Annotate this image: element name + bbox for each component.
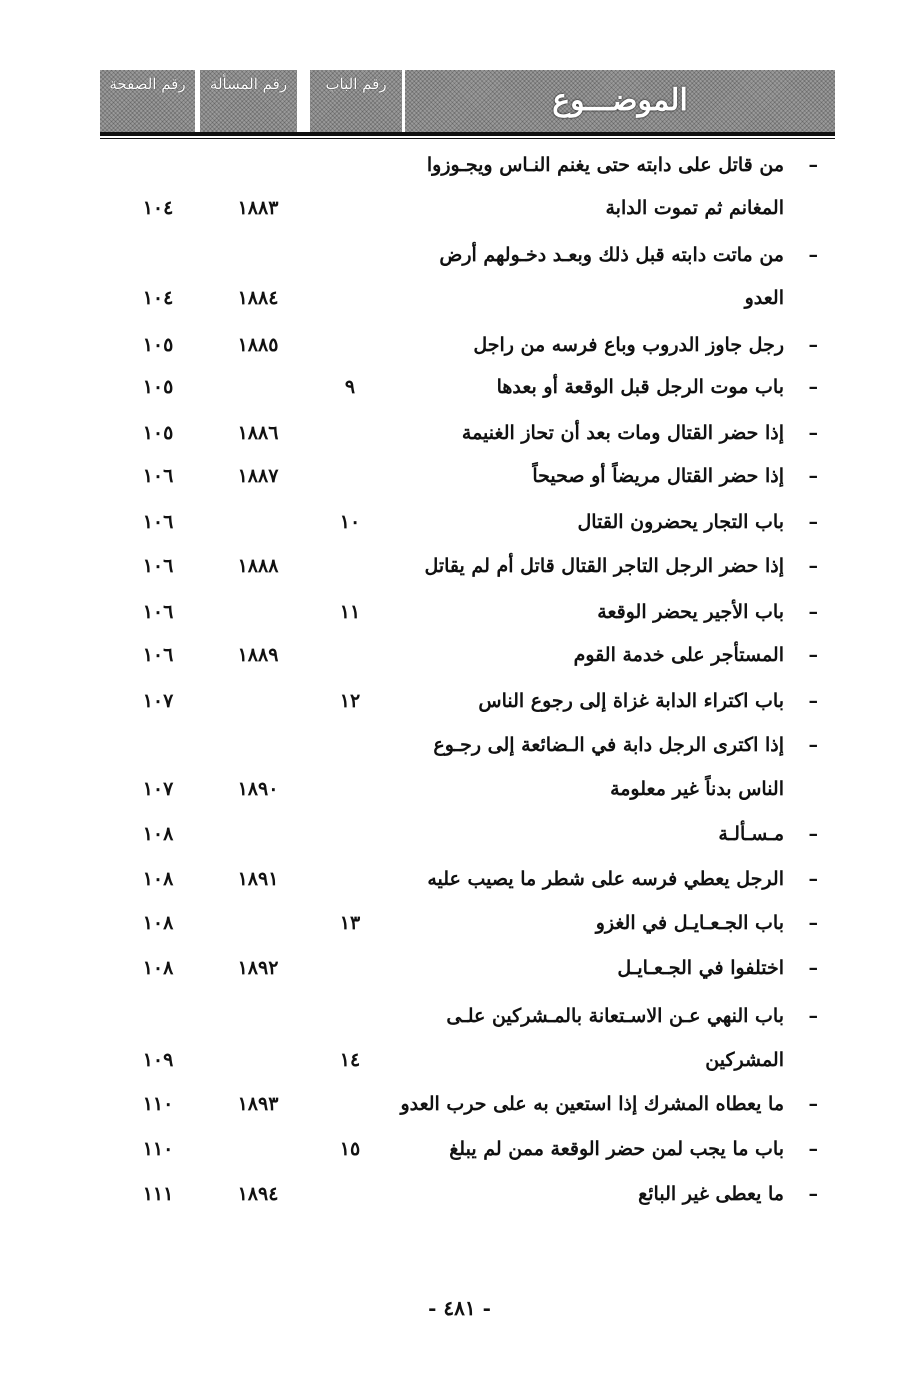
header-topic: الموضـــوع bbox=[405, 70, 835, 132]
entry-dash: – bbox=[808, 957, 818, 979]
entry-dash: – bbox=[808, 511, 818, 533]
page-reference: ١٠٦ bbox=[142, 465, 174, 487]
page-reference: ١٠٥ bbox=[142, 422, 174, 444]
entry-title: ما يعطاه المشرك إذا استعين به على حرب العدو bbox=[400, 1093, 784, 1115]
entry-title: رجل جاوز الدروب وباع فرسه من راجل bbox=[473, 334, 784, 356]
page-reference: ١٠٤ bbox=[142, 197, 174, 219]
entry-title: الناس بدناً غير معلومة bbox=[610, 778, 784, 800]
entry-dash: – bbox=[808, 868, 818, 890]
page-reference: ١٠٧ bbox=[142, 778, 174, 800]
page-reference: ١٠٩ bbox=[142, 1049, 174, 1071]
list-item bbox=[100, 635, 820, 675]
entry-dash: – bbox=[808, 690, 818, 712]
page-number: - ٤٨١ - bbox=[428, 1296, 491, 1320]
entry-dash: – bbox=[808, 823, 818, 845]
page-reference: ١٠٤ bbox=[142, 287, 174, 309]
entry-title: مـسـألـة bbox=[718, 823, 784, 845]
page-reference: ١٠٦ bbox=[142, 644, 174, 666]
header-issue-no: رقم المسألة bbox=[200, 70, 297, 132]
entry-title: باب التجار يحضرون القتال bbox=[577, 511, 784, 533]
entry-dash: – bbox=[808, 376, 818, 398]
entry-title: إذا اكترى الرجل دابة في الـضائعة إلى رجـوع bbox=[433, 734, 784, 756]
entry-dash: – bbox=[808, 1005, 818, 1027]
issue-number: ١٨٨٧ bbox=[237, 465, 279, 487]
list-item bbox=[100, 948, 820, 988]
page-reference: ١٠٨ bbox=[142, 912, 174, 934]
entry-dash: – bbox=[808, 154, 818, 176]
page-reference: ١٠٨ bbox=[142, 823, 174, 845]
list-item bbox=[100, 145, 820, 185]
list-item bbox=[100, 725, 820, 765]
list-item bbox=[100, 1040, 820, 1080]
entry-title: المستأجر على خدمة القوم bbox=[573, 644, 784, 666]
issue-number: ١٨٨٦ bbox=[237, 422, 279, 444]
page-reference: ١٠٧ bbox=[142, 690, 174, 712]
entry-title: باب الجـعـايـل في الغزو bbox=[595, 912, 784, 934]
chapter-number: ١٥ bbox=[339, 1138, 361, 1160]
list-item bbox=[100, 188, 820, 228]
issue-number: ١٨٩٤ bbox=[237, 1183, 279, 1205]
entry-dash: – bbox=[808, 244, 818, 266]
entry-title: العدو bbox=[744, 287, 784, 309]
list-item bbox=[100, 814, 820, 854]
chapter-number: ١٠ bbox=[339, 511, 361, 533]
issue-number: ١٨٨٩ bbox=[237, 644, 279, 666]
entry-dash: – bbox=[808, 1093, 818, 1115]
list-item bbox=[100, 456, 820, 496]
entry-dash: – bbox=[808, 555, 818, 577]
issue-number: ١٨٨٨ bbox=[237, 555, 279, 577]
page-reference: ١١٠ bbox=[142, 1093, 174, 1115]
issue-number: ١٨٨٤ bbox=[237, 287, 279, 309]
entry-title: باب موت الرجل قبل الوقعة أو بعدها bbox=[496, 376, 784, 398]
page-reference: ١٠٦ bbox=[142, 555, 174, 577]
entry-dash: – bbox=[808, 644, 818, 666]
entry-title: إذا حضر الرجل التاجر القتال قاتل أم لم يقاتل bbox=[424, 555, 784, 577]
list-item bbox=[100, 367, 820, 407]
header-chapter-no: رقم الباب bbox=[310, 70, 402, 132]
issue-number: ١٨٩٢ bbox=[237, 957, 279, 979]
page-reference: ١٠٥ bbox=[142, 376, 174, 398]
entry-title: باب اكتراء الدابة غزاة إلى رجوع الناس bbox=[478, 690, 784, 712]
list-item bbox=[100, 996, 820, 1036]
entry-title: المشركين bbox=[705, 1049, 784, 1071]
page-reference: ١٠٨ bbox=[142, 957, 174, 979]
issue-number: ١٨٨٥ bbox=[237, 334, 279, 356]
list-item bbox=[100, 592, 820, 632]
list-item bbox=[100, 1174, 820, 1214]
header-rule-thin bbox=[100, 138, 835, 139]
page-reference: ١١٠ bbox=[142, 1138, 174, 1160]
list-item bbox=[100, 681, 820, 721]
list-item bbox=[100, 1084, 820, 1124]
page-reference: ١٠٨ bbox=[142, 868, 174, 890]
issue-number: ١٨٩٣ bbox=[237, 1093, 279, 1115]
chapter-number: ١٣ bbox=[339, 912, 361, 934]
issue-number: ١٨٩١ bbox=[237, 868, 279, 890]
entry-title: باب ما يجب لمن حضر الوقعة ممن لم يبلغ bbox=[449, 1138, 784, 1160]
list-item bbox=[100, 903, 820, 943]
chapter-number: ١٤ bbox=[339, 1049, 361, 1071]
chapter-number: ١١ bbox=[339, 601, 361, 623]
list-item bbox=[100, 278, 820, 318]
page-reference: ١١١ bbox=[142, 1183, 174, 1205]
entry-title: ما يعطى غير البائع bbox=[638, 1183, 784, 1205]
page-reference: ١٠٥ bbox=[142, 334, 174, 356]
table-header bbox=[100, 70, 832, 132]
entry-title: باب الأجير يحضر الوقعة bbox=[597, 601, 784, 623]
entry-dash: – bbox=[808, 601, 818, 623]
issue-number: ١٨٩٠ bbox=[237, 778, 279, 800]
list-item bbox=[100, 859, 820, 899]
entry-title: باب النهي عـن الاسـتعانة بالمـشركين علـى bbox=[446, 1005, 784, 1027]
entry-title: إذا حضر القتال ومات بعد أن تحاز الغنيمة bbox=[461, 422, 784, 444]
entry-dash: – bbox=[808, 734, 818, 756]
entry-title: من قاتل على دابته حتى يغنم النـاس ويجـوزوا bbox=[426, 154, 784, 176]
chapter-number: ٩ bbox=[344, 376, 356, 398]
chapter-number: ١٢ bbox=[339, 690, 361, 712]
page-reference: ١٠٦ bbox=[142, 511, 174, 533]
page-reference: ١٠٦ bbox=[142, 601, 174, 623]
issue-number: ١٨٨٣ bbox=[237, 197, 279, 219]
list-item bbox=[100, 1129, 820, 1169]
entry-dash: – bbox=[808, 422, 818, 444]
entry-title: من ماتت دابته قبل ذلك وبعـد دخـولهم أرض bbox=[439, 244, 784, 266]
entry-dash: – bbox=[808, 1183, 818, 1205]
entry-dash: – bbox=[808, 334, 818, 356]
entry-dash: – bbox=[808, 465, 818, 487]
entry-title: إذا حضر القتال مريضاً أو صحيحاً bbox=[532, 465, 784, 487]
list-item bbox=[100, 325, 820, 365]
list-item bbox=[100, 502, 820, 542]
list-item bbox=[100, 546, 820, 586]
entry-title: الرجل يعطي فرسه على شطر ما يصيب عليه bbox=[427, 868, 784, 890]
entry-title: اختلفوا في الجـعـايـل bbox=[617, 957, 784, 979]
entry-dash: – bbox=[808, 912, 818, 934]
list-item bbox=[100, 235, 820, 275]
entry-title: المغانم ثم تموت الدابة bbox=[605, 197, 784, 219]
header-page-no: رقم الصفحة bbox=[100, 70, 195, 132]
list-item bbox=[100, 413, 820, 453]
header-rule bbox=[100, 132, 835, 136]
list-item bbox=[100, 769, 820, 809]
entry-dash: – bbox=[808, 1138, 818, 1160]
